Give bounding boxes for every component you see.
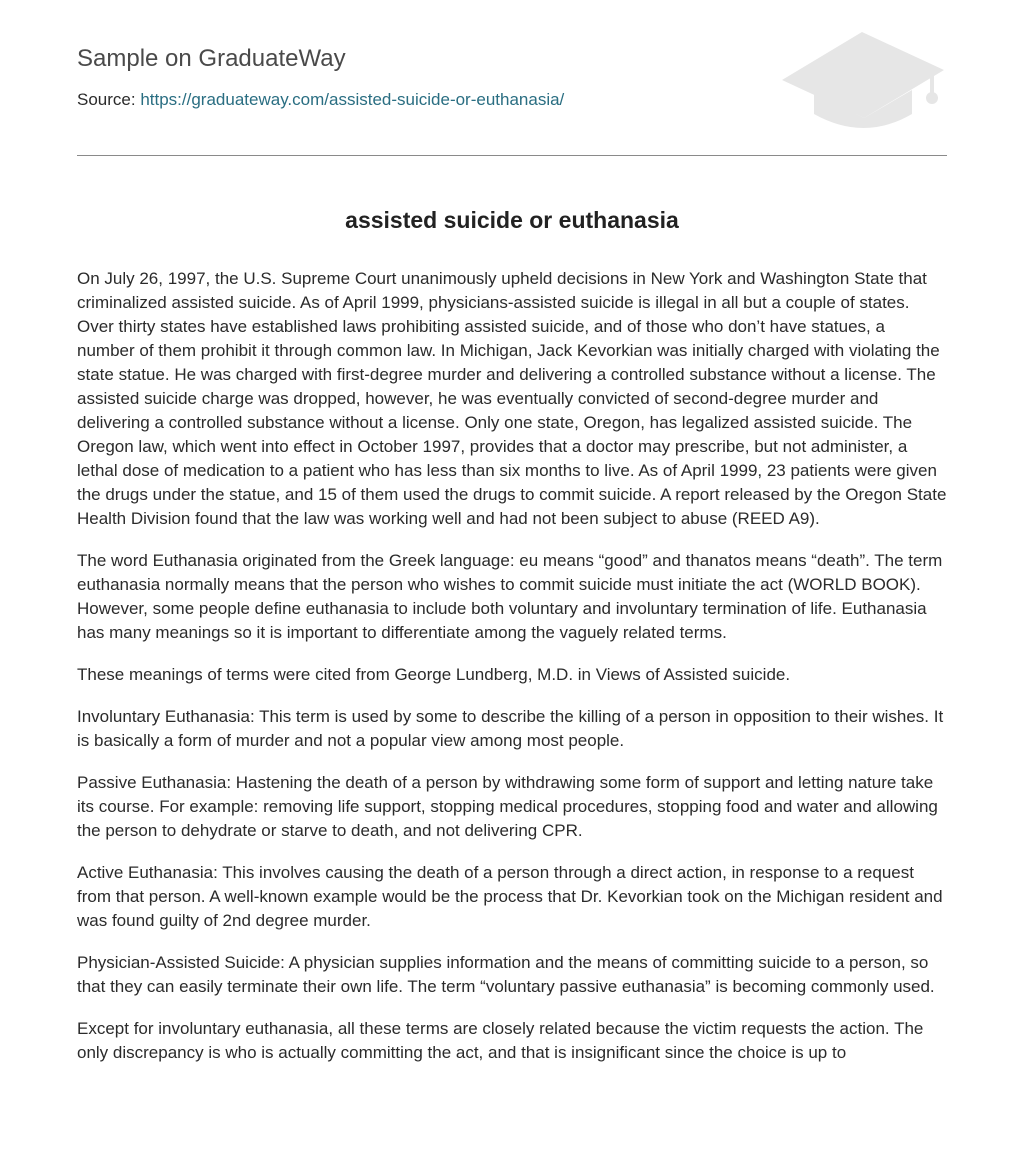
site-name: Sample on GraduateWay [77,45,346,72]
paragraph: Involuntary Euthanasia: This term is used by some to describe the killing of a person in opposition to their wishes. It is basically a form of murder and not a popular view among most people. [77,707,944,750]
article-body [77,267,947,1083]
paragraph: Except for involuntary euthanasia, all these terms are closely related because the victim requests the action. The only discrepancy is who is actually committing the act, and that is insignificant since the choice is up to [77,1019,924,1062]
paragraph: The word Euthanasia originated from the Greek language: eu means “good” and thanatos means “death”. The term euthanasia normally means that the person who wishes to commit suicide must initiate the act (WORLD BOOK). However, some people define euthanasia to include both voluntary and involuntary termination of life. Euthanasia has many meanings so it is important to differentiate among the vaguely related terms. [77,551,943,642]
page-title: assisted suicide or euthanasia [345,207,679,233]
source-line [77,89,564,111]
paragraph: On July 26, 1997, the U.S. Supreme Court unanimously upheld decisions in New York and Washington State that criminalized assisted suicide. As of April 1999, physicians-assisted suicide is illegal in all but a couple of states. Over thirty states have established laws prohibiting assisted suicide, and of those who don’t have statues, a number of them prohibit it through common law. In Michigan, Jack Kevorkian was initially charged with violating the state statue. He was charged with first-degree murder and delivering a controlled substance without a license. The assisted suicide charge was dropped, however, he was eventually convicted of second-degree murder and delivering a controlled substance without a license. Only one state, Oregon, has legalized assisted suicide. The Oregon law, which went into effect in October 1997, provides that a doctor may prescribe, but not administer, a lethal dose of medication to a patient who has less than six months to live. As of April 1999, 23 patients were given the drugs under the statue, and 15 of them used the drugs to commit suicide. A report released by the Oregon State Health Division found that the law was working well and had not been subject to abuse (REED A9). [77,269,947,528]
source-link[interactable]: https://graduateway.com/assisted-suicide-or-euthanasia/ [140,90,565,109]
paragraph: These meanings of terms were cited from George Lundberg, M.D. in Views of Assisted suicide. [77,665,791,684]
paragraph: Physician-Assisted Suicide: A physician supplies information and the means of committing suicide to a person, so that they can easily terminate their own life. The term “voluntary passive euthanasia” is becoming commonly used. [77,953,935,996]
page [77,0,947,1172]
graduation-cap-icon [780,30,948,132]
paragraph: Active Euthanasia: This involves causing the death of a person through a direct action, in response to a request from that person. A well-known example would be the process that Dr. Kevorkian took on the Michigan resident and was found guilty of 2nd degree murder. [77,863,943,930]
paragraph: Passive Euthanasia: Hastening the death of a person by withdrawing some form of support and letting nature take its course. For example: removing life support, stopping medical procedures, stopping food and water and allowing the person to dehydrate or starve to death, and not delivering CPR. [77,773,938,840]
source-label: Source: [77,90,136,109]
header [77,0,947,156]
